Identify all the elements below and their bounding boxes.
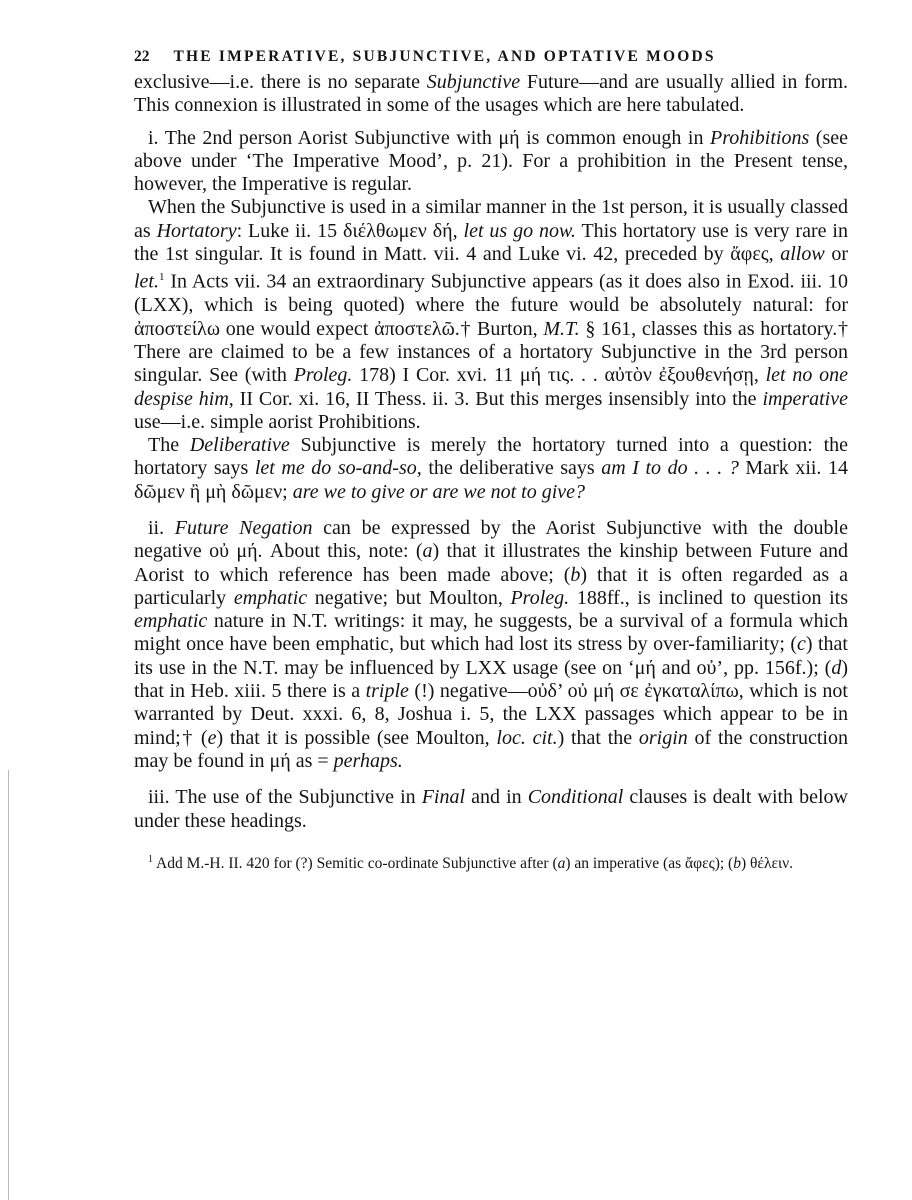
text-run: : Luke ii. 15 διέλθωμεν δή,: [236, 219, 464, 242]
text-run: Add M.-H. II. 420 for (?) Semitic co-ordinate Subjunctive after (: [153, 855, 558, 873]
text-run: In Acts vii. 34 an extraordinary Subjunctive appears (as it does also in Exod. iii. 10 (LXX), which is being quoted) where the future would be absolutely natural: for ἀποστείλω one would expect ἀποστελῶ.† Burton,: [134, 271, 848, 340]
paragraph-deliberative: [134, 434, 848, 504]
text-run: Future—and are usually allied in form. This connexion is illustrated in some of the usages which are here tabulated.: [134, 71, 848, 117]
text-run: can be expressed by the Aorist Subjunctive with the double negative οὐ μή. About this, note: (: [134, 517, 848, 563]
italic-text: perhaps.: [333, 749, 403, 772]
text-run: iii. The use of the Subjunctive in: [148, 786, 422, 809]
text-run: ) an imperative (as ἄφες); (: [565, 855, 734, 873]
text-run: nature in N.T. writings: it may, he suggests, be a survival of a formula which might once have been emphatic, but which had lost its stress by over-familiarity; (: [134, 610, 848, 656]
italic-text: a: [557, 855, 566, 873]
page-edge-shadow: [8, 770, 9, 1200]
paragraph-prohibitions: [134, 127, 848, 197]
italic-text: origin: [638, 726, 688, 749]
italic-text: Prohibitions: [709, 126, 810, 149]
italic-text: Proleg.: [293, 364, 353, 387]
italic-text: loc. cit.: [496, 726, 558, 749]
italic-text: let me do so-and-so,: [254, 457, 422, 480]
page-number: 22: [134, 48, 150, 65]
footnote-number: 1: [148, 853, 153, 865]
italic-text: Proleg.: [510, 586, 570, 609]
text-run: or: [824, 243, 848, 266]
italic-text: let no one despise him,: [134, 364, 848, 410]
text-run: i. The 2nd person Aorist Subjunctive with μή is common enough in: [148, 126, 710, 149]
text-run: Subjunctive is merely the hortatory turned into a question: the hortatory says: [134, 434, 849, 480]
running-title: THE IMPERATIVE, SUBJUNCTIVE, AND OPTATIVE MOODS: [173, 48, 716, 65]
text-run: (!) negative—οὐδ’ οὐ μή σε ἐγκαταλίπω, which is not warranted by Deut. xxxi. 6, 8, Joshua i. 5, the LXX passages which appear to be in mind;† (: [134, 680, 848, 749]
italic-text: b: [570, 563, 581, 586]
italic-text: let.: [134, 271, 159, 294]
italic-text: Subjunctive: [426, 71, 521, 93]
paragraph-hortatory: [134, 196, 848, 434]
text-run: ) that it illustrates the kinship between Future and Aorist to which reference has been made above; (: [134, 540, 848, 586]
italic-text: Hortatory: [156, 219, 237, 242]
text-run: The: [148, 434, 190, 457]
text-run: This hortatory use is very rare in the 1st singular. It is found in Matt. vii. 4 and Luke vi. 42, preceded by ἄφες,: [134, 219, 848, 266]
italic-text: allow: [780, 243, 825, 266]
italic-text: triple: [365, 680, 409, 703]
text-run: ii.: [148, 517, 175, 539]
text-run: ) that its use in the N.T. may be influenced by LXX usage (see on ‘μή and οὐ’, pp. 156f.); (: [134, 633, 848, 679]
text-run: negative; but Moulton,: [307, 586, 511, 609]
footnote-marker: 1: [159, 271, 165, 284]
text-run: the deliberative says: [421, 457, 602, 480]
paragraph-final-conditional: [134, 786, 848, 833]
italic-text: are we to give or are we not to give?: [292, 480, 586, 503]
text-run: clauses is dealt with below under these headings.: [134, 786, 848, 832]
text-run: use—i.e. simple aorist Prohibitions.: [134, 410, 421, 433]
paragraph-continuation: [134, 71, 848, 118]
text-run: When the Subjunctive is used in a similar manner in the 1st person, it is usually classed as: [134, 196, 848, 242]
italic-text: Future Negation: [174, 517, 313, 539]
text-run: ) that the: [557, 726, 639, 749]
italic-text: c: [797, 633, 806, 656]
running-header: [134, 48, 848, 66]
text-run: 188ff., is inclined to question its: [569, 586, 848, 609]
text-run: ) that it is often regarded as a particularly: [134, 563, 849, 609]
italic-text: Deliberative: [189, 434, 290, 457]
italic-text: e: [207, 726, 217, 749]
italic-text: emphatic: [233, 586, 308, 609]
paragraph-future-negation: [134, 517, 848, 773]
italic-text: imperative: [762, 387, 848, 410]
footnote: [134, 850, 848, 873]
italic-text: emphatic: [134, 610, 208, 633]
text-run: II Cor. xi. 16, II Thess. ii. 3. But this merges insensibly into the: [233, 387, 763, 410]
italic-text: a: [422, 540, 433, 563]
italic-text: d: [831, 656, 842, 679]
text-run: of the construction may be found in μή as =: [134, 726, 848, 772]
text-run: § 161, classes this as hortatory.† There are claimed to be a few instances of a hortatory Subjunctive in the 3rd person singular. See (with: [134, 317, 849, 387]
italic-text: Final: [421, 786, 466, 809]
text-run: ) θέλειν.: [740, 855, 794, 873]
italic-text: M.T.: [543, 317, 580, 340]
italic-text: b: [733, 855, 741, 873]
italic-text: am I to do . . . ?: [601, 457, 739, 480]
document-page: [134, 48, 848, 889]
text-run: Mark xii. 14 δῶμεν ἢ μὴ δῶμεν;: [134, 457, 848, 503]
text-run: ) that it is possible (see Moulton,: [216, 726, 497, 749]
text-run: ) that in Heb. xiii. 5 there is a: [134, 656, 849, 703]
text-run: 178) I Cor. xvi. 11 μή τις. . . αὐτὸν ἐξουθενήσῃ,: [352, 364, 766, 387]
text-run: and in: [465, 786, 528, 809]
italic-text: Conditional: [527, 786, 624, 809]
text-run: (see above under ‘The Imperative Mood’, p. 21). For a prohibition in the Present tense, however, the Imperative is regular.: [134, 126, 848, 196]
text-run: exclusive—i.e. there is no separate: [134, 71, 427, 93]
italic-text: let us go now.: [463, 219, 576, 242]
